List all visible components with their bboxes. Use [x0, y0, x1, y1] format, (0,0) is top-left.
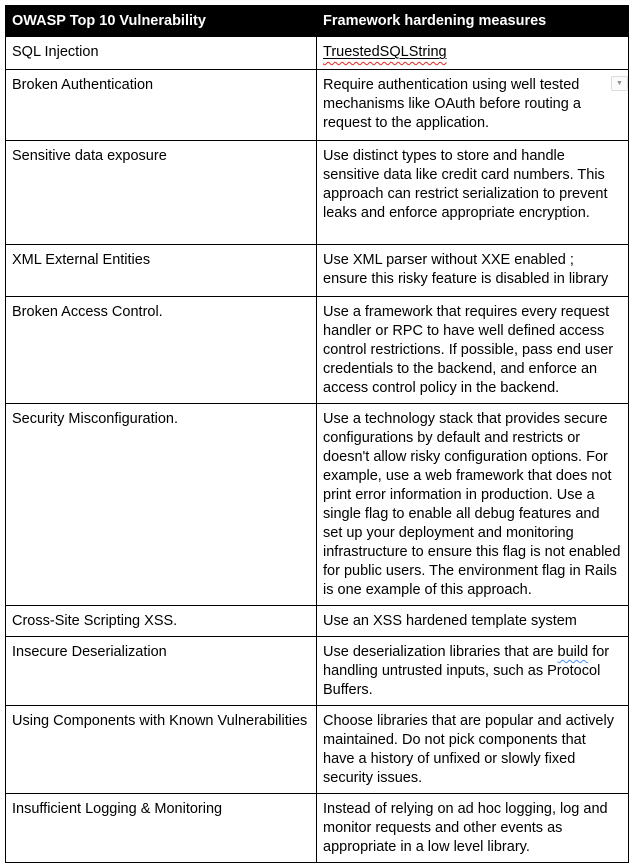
- table-row-security-misconfiguration: [6, 404, 629, 606]
- vulnerability-cell: Cross-Site Scripting XSS.: [6, 606, 317, 637]
- document-page: [0, 5, 638, 863]
- vulnerability-cell: Security Misconfiguration.: [6, 404, 317, 606]
- table-row-sql-injection: [6, 37, 629, 70]
- table-header-row: [6, 6, 629, 37]
- measure-cell: Use a technology stack that provides secure configurations by default and restricts or doesn't allow risky configuration options. For example, use a web framework that does not print error information in production. Use a single flag to enable all debug features and set up your deployment and monitoring infrastructure to ensure this flag is not enabled for public users. The environment flag in Rails is one example of this approach.: [317, 404, 629, 606]
- measure-text: for handling untrusted inputs, such as Protocol Buffers.: [323, 644, 610, 698]
- measure-cell: [317, 637, 629, 706]
- spell-error-squiggle: TruestedSQLString: [323, 44, 447, 60]
- measure-cell: Use an XSS hardened template system: [317, 606, 629, 637]
- header-vulnerability-column: OWASP Top 10 Vulnerability: [6, 6, 317, 37]
- measure-cell: Require authentication using well tested mechanisms like OAuth before routing a request to the application.: [317, 70, 629, 141]
- vulnerability-cell: XML External Entities: [6, 245, 317, 297]
- measure-cell: Instead of relying on ad hoc logging, log and monitor requests and other events as appropriate in a low level library.: [317, 794, 629, 863]
- measure-cell: Use XML parser without XXE enabled ; ensure this risky feature is disabled in library: [317, 245, 629, 297]
- misspelled-term: [323, 44, 447, 60]
- table-row-sensitive-data-exposure: [6, 141, 629, 245]
- suggestion-dropdown-button[interactable]: [611, 76, 628, 91]
- vulnerability-cell: Using Components with Known Vulnerabilities: [6, 706, 317, 794]
- owasp-hardening-table: [5, 5, 629, 863]
- vulnerability-cell: SQL Injection: [6, 37, 317, 70]
- table-row-xml-external-entities: [6, 245, 629, 297]
- measure-cell: Use a framework that requires every request handler or RPC to have well defined access control restrictions. If possible, pass end user credentials to the backend, and enforce an access control policy in the backend.: [317, 297, 629, 404]
- table-row-insufficient-logging: [6, 794, 629, 863]
- measure-cell: Use distinct types to store and handle sensitive data like credit card numbers. This approach can restrict serialization to prevent leaks and enforce appropriate encryption.: [317, 141, 629, 245]
- chevron-down-icon: ▼: [616, 80, 623, 87]
- measure-cell: [317, 37, 629, 70]
- table-row-broken-authentication: [6, 70, 629, 141]
- table-row-broken-access-control: [6, 297, 629, 404]
- header-measures-column: Framework hardening measures: [317, 6, 629, 37]
- vulnerability-cell: Sensitive data exposure: [6, 141, 317, 245]
- vulnerability-cell: Insecure Deserialization: [6, 637, 317, 706]
- table-row-insecure-deserialization: [6, 637, 629, 706]
- vulnerability-cell: Insufficient Logging & Monitoring: [6, 794, 317, 863]
- vulnerability-cell: Broken Authentication: [6, 70, 317, 141]
- grammar-flagged-word: build: [557, 644, 589, 660]
- vulnerability-cell: Broken Access Control.: [6, 297, 317, 404]
- measure-cell: Choose libraries that are popular and actively maintained. Do not pick components that have a history of unfixed or slowly fixed security issues.: [317, 706, 629, 794]
- table-row-cross-site-scripting: [6, 606, 629, 637]
- table-row-known-vulnerable-components: [6, 706, 629, 794]
- measure-text: Use deserialization libraries that are: [323, 644, 558, 660]
